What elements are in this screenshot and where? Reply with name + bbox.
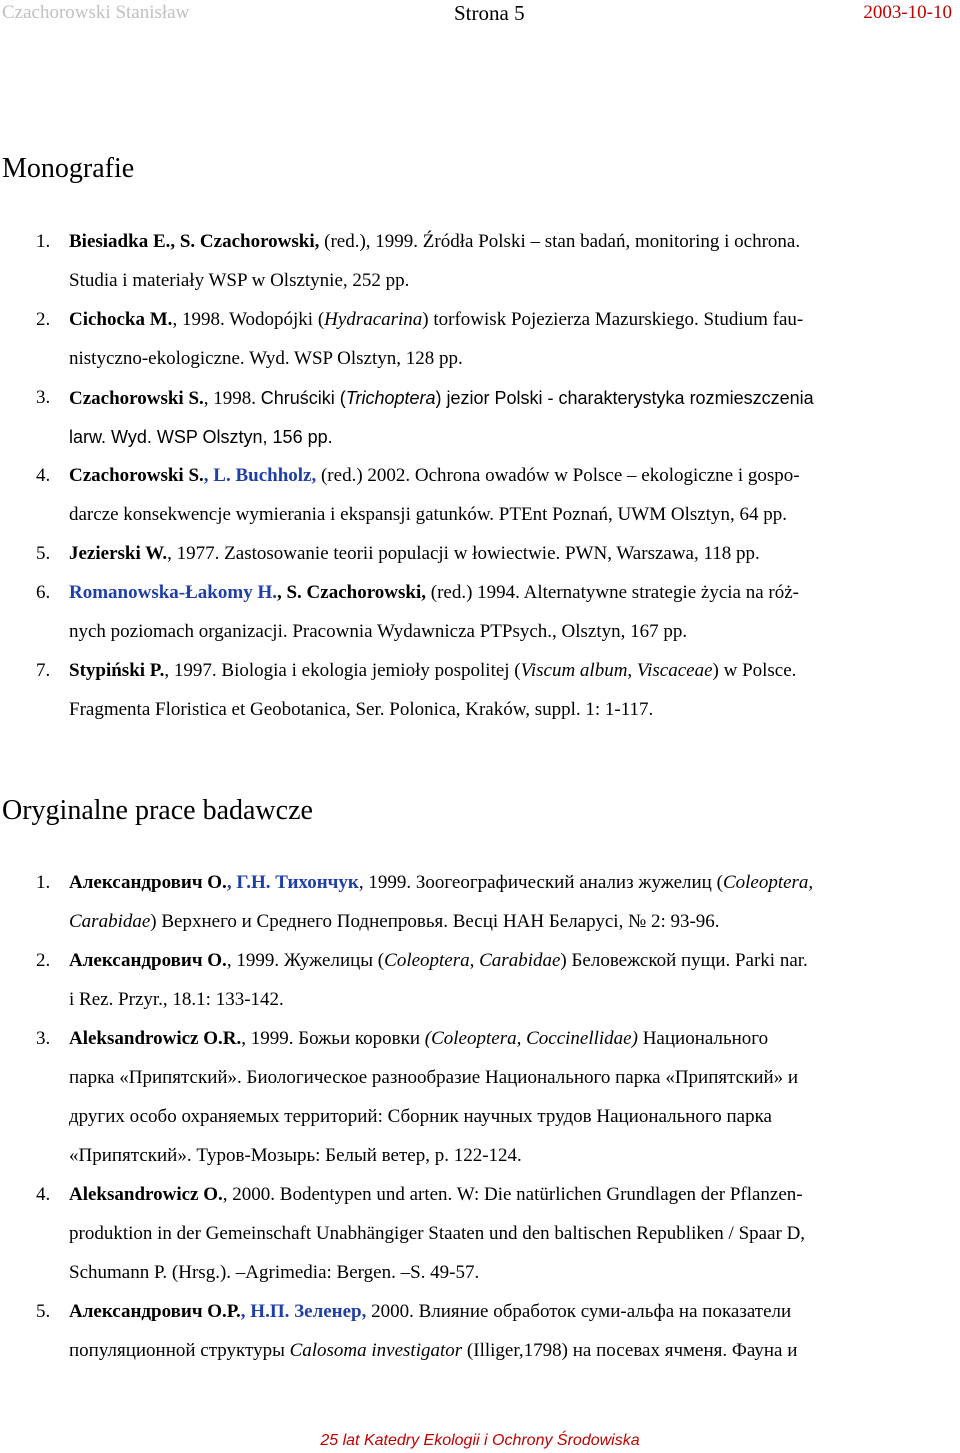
item-text: (Illiger,1798) на посевах ячменя. Фауна и: [462, 1340, 798, 1361]
item-title: ) jezior Polski - charakterystyka rozmieszczenia: [435, 388, 814, 408]
item-line: [69, 950, 808, 972]
item-taxon: Coleoptera, Carabidae: [384, 950, 561, 971]
item-text: , 1997.: [164, 660, 222, 681]
item-title: Zastosowanie teorii populacji w łowiectwie. PWN, Warszawa, 118 pp.: [224, 543, 760, 564]
item-title: Ochrona owadów w Polsce – ekologiczne i gospo-: [414, 465, 800, 486]
item-line: [69, 1262, 479, 1284]
item-number: 1.: [36, 231, 51, 252]
item-number: 7.: [36, 660, 51, 681]
item-line: [69, 1340, 797, 1362]
header-date: 2003-10-10: [863, 2, 952, 23]
item-authors: Romanowska-Łakomy H.: [69, 582, 277, 603]
item-text: Studia i materiały WSP w Olsztynie, 252 pp.: [69, 270, 410, 291]
item-line: [69, 387, 814, 410]
item-authors: Czachorowski S.: [69, 465, 204, 486]
item-text: популяционной структуры: [69, 1340, 290, 1361]
item-line: [69, 911, 720, 933]
item-title: Chruściki (: [260, 388, 346, 408]
item-line: [69, 1184, 803, 1206]
item-title: ) w Polsce.: [712, 660, 797, 681]
item-line: [69, 348, 463, 370]
item-number: 4.: [36, 465, 51, 486]
section-title-oryginalne: Oryginalne prace badawcze: [2, 795, 313, 826]
item-taxon: Hydracarina: [324, 309, 423, 330]
item-line: [69, 699, 653, 721]
item-text: 2000.: [366, 1301, 419, 1322]
item-text: nistyczno-ekologiczne. Wyd. WSP Olsztyn, 128 pp.: [69, 348, 463, 369]
item-line: [69, 231, 800, 253]
item-authors: Aleksandrowicz O.: [69, 1184, 223, 1205]
item-line: [69, 621, 687, 643]
item-authors: Biesiadka E., S. Czachorowski,: [69, 231, 320, 252]
item-number: 3.: [36, 1028, 51, 1049]
item-line: [69, 1067, 798, 1089]
item-text: «Припятский». Туров-Мозырь: Белый ветер, р. 122-124.: [69, 1145, 522, 1166]
item-authors: Jezierski W.: [69, 543, 168, 564]
item-number: 1.: [36, 872, 51, 893]
item-coauthors: , Н.П. Зеленер,: [240, 1301, 367, 1322]
item-line: [69, 504, 787, 526]
item-title: Bodentypen und arten. W: Die natürlichen Grundlagen der Pflanzen-: [279, 1184, 803, 1205]
item-line: [69, 465, 800, 487]
page-footer: 25 lat Katedry Ekologii i Ochrony Środowiska: [320, 1432, 640, 1449]
item-text: (red.) 1994.: [426, 582, 524, 603]
item-title: Biologia i ekologia jemioły pospolitej (: [221, 660, 521, 681]
item-number: 4.: [36, 1184, 51, 1205]
item-line: [69, 309, 803, 331]
header-author: Czachorowski Stanisław: [2, 2, 190, 23]
item-line: [69, 426, 333, 448]
item-text: darcze konsekwencje wymierania i ekspansji gatunków. PTEnt Poznań, UWM Olsztyn, 64 pp.: [69, 504, 787, 525]
item-number: 2.: [36, 950, 51, 971]
item-taxon: (Coleoptera, Coccinellidae): [424, 1028, 638, 1049]
item-authors: Александрович О.: [69, 872, 227, 893]
item-title: Жужелицы (: [283, 950, 385, 971]
item-title: Национального: [637, 1028, 769, 1049]
item-taxon: Viscum album, Viscaceae: [520, 660, 713, 681]
item-line: [69, 1106, 772, 1128]
header-page-number: Strona 5: [454, 1, 525, 25]
item-title: ) Беловежской пущи. Parki nar.: [560, 950, 808, 971]
item-number: 5.: [36, 1301, 51, 1322]
section-title-monografie: Monografie: [2, 153, 135, 184]
item-text: , 1998.: [203, 388, 261, 409]
item-number: 5.: [36, 543, 51, 564]
item-text: larw. Wyd. WSP Olsztyn, 156 pp.: [69, 427, 333, 447]
item-coauthors: , Г.Н. Тихончук: [226, 872, 359, 893]
item-text: (red.), 1999. Źródła Polski – stan badań, monitoring i ochrona.: [319, 231, 801, 252]
item-line: [69, 270, 409, 292]
item-text: i Rez. Przyr., 18.1: 133-142.: [69, 989, 284, 1010]
item-number: 2.: [36, 309, 51, 330]
item-authors: Aleksandrowicz O.R.: [69, 1028, 242, 1049]
item-authors: Czachorowski S.: [69, 388, 204, 409]
item-text: , 1977.: [167, 543, 225, 564]
item-line: [69, 1301, 791, 1323]
item-authors: Александрович О.Р.: [69, 1301, 241, 1322]
item-coauthors: , L. Buchholz,: [203, 465, 317, 486]
item-text: produktion in der Gemeinschaft Unabhängiger Staaten und den baltischen Republiken / Spaar D,: [69, 1223, 806, 1244]
item-text: (red.) 2002.: [316, 465, 415, 486]
item-authors: Cichocka M.: [69, 309, 173, 330]
item-text: , 1999.: [226, 950, 284, 971]
item-number: 6.: [36, 582, 51, 603]
item-text: , 2000.: [222, 1184, 280, 1205]
item-taxon: Calosoma investigator: [289, 1340, 463, 1361]
item-text: других особо охраняемых территорий: Сборник научных трудов Национального парка: [69, 1106, 772, 1127]
item-text: , 1999.: [358, 872, 416, 893]
item-authors: Stypiński P.: [69, 660, 165, 681]
item-title: Зоогеографический анализ жужелиц (: [415, 872, 723, 893]
item-line: [69, 1028, 768, 1050]
item-text: , 1999.: [241, 1028, 299, 1049]
item-text: ) torfowisk Pojezierza Mazurskiego. Studium fau-: [422, 309, 804, 330]
item-number: 3.: [36, 387, 51, 408]
item-title: Влияние обработок суми-альфа на показатели: [418, 1301, 792, 1322]
item-title: Божьи коровки: [298, 1028, 425, 1049]
item-text: парка «Припятский». Биологическое разнообразие Национального парка «Припятский» и: [69, 1067, 799, 1088]
item-text: Fragmenta Floristica et Geobotanica, Ser. Polonica, Kraków, suppl. 1: 1-117.: [69, 699, 654, 720]
item-line: [69, 582, 799, 604]
item-text: nych poziomach organizacji. Pracownia Wydawnicza PTPsych., Olsztyn, 167 pp.: [69, 621, 688, 642]
item-line: [69, 1223, 805, 1245]
item-text: Schumann P. (Hrsg.). –Agrimedia: Bergen. –S. 49-57.: [69, 1262, 480, 1283]
item-text: , 1998. Wodopójki (: [172, 309, 325, 330]
item-text: ) Верхнего и Среднего Поднепровья. Весці НАН Беларусі, № 2: 93-96.: [150, 911, 720, 932]
item-taxon: Coleoptera,: [722, 872, 814, 893]
item-authors: Александрович О.: [69, 950, 227, 971]
item-coauthors: , S. Czachorowski,: [276, 582, 427, 603]
item-taxon: Carabidae: [69, 911, 151, 932]
item-line: [69, 1145, 522, 1167]
item-line: [69, 872, 813, 894]
item-line: [69, 543, 760, 565]
item-line: [69, 989, 284, 1011]
item-line: [69, 660, 796, 682]
item-taxon: Trichoptera: [345, 388, 436, 408]
item-title: Alternatywne strategie życia na róż-: [523, 582, 800, 603]
